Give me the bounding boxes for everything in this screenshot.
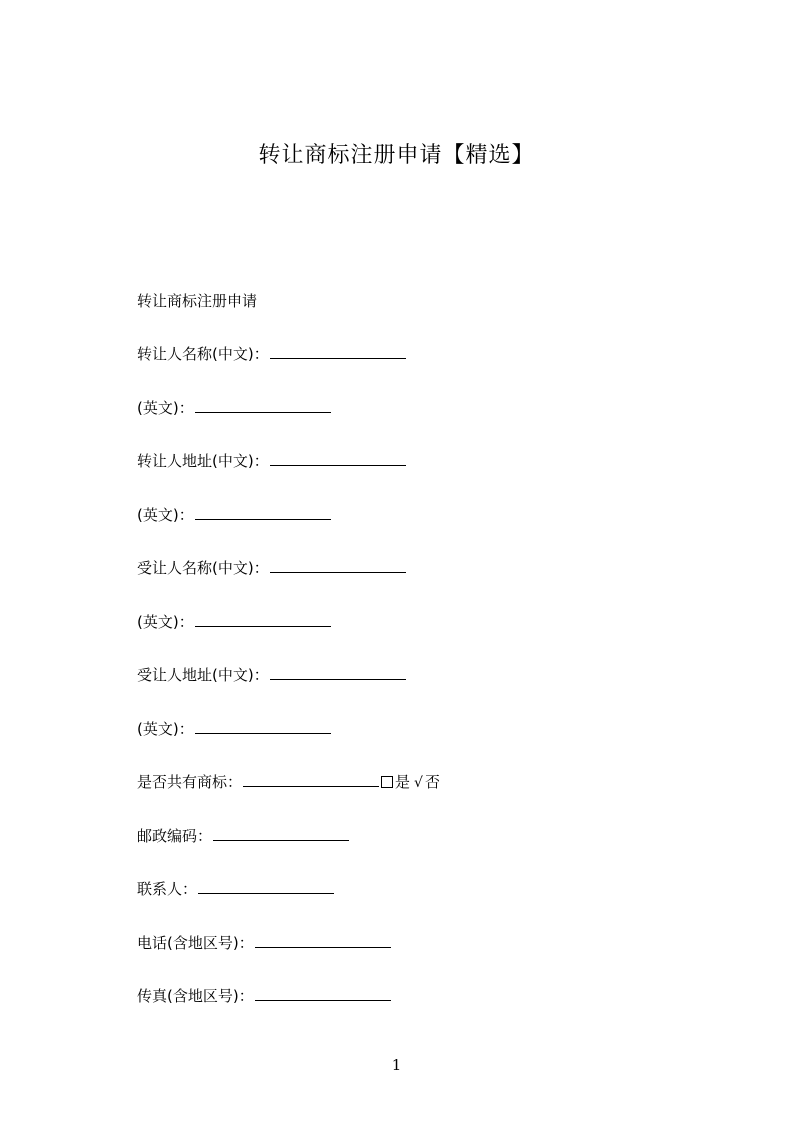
blank-line (270, 665, 406, 680)
field-label: 是否共有商标： (137, 773, 243, 791)
check-mark-icon: √ (414, 775, 423, 791)
blank-line (270, 344, 406, 359)
blank-line (198, 879, 334, 894)
field-label: 受让人名称(中文)： (137, 559, 269, 577)
form-row-transferor-address-cn (137, 450, 406, 472)
form-row-postal-code (137, 825, 349, 847)
option-no-label: 否 (424, 773, 440, 791)
page-number: 1 (391, 1056, 402, 1074)
option-yes-label: 是 (395, 773, 411, 791)
form-row-fax (137, 985, 391, 1007)
blank-line (195, 505, 331, 520)
section-heading-text: 转让商标注册申请 (137, 292, 258, 310)
field-label: 受让人地址(中文)： (137, 666, 269, 684)
field-label: 电话(含地区号)： (137, 934, 254, 952)
section-heading (137, 290, 257, 312)
document-title: 转让商标注册申请【精选】 (258, 143, 535, 168)
form-row-phone (137, 932, 391, 954)
field-label: 传真(含地区号)： (137, 987, 254, 1005)
blank-line (195, 612, 331, 627)
field-label: 转让人地址(中文)： (137, 452, 269, 470)
form-row-transferee-address-cn (137, 664, 406, 686)
field-label: 联系人： (137, 880, 198, 898)
form-row-transferee-address-en (137, 718, 331, 740)
blank-line (243, 772, 379, 787)
blank-line (195, 398, 331, 413)
field-label: (英文)： (137, 720, 194, 738)
form-row-shared-trademark (137, 771, 440, 794)
blank-line (195, 719, 331, 734)
field-label: (英文)： (137, 613, 194, 631)
form-row-transferor-address-en (137, 504, 331, 526)
yes-checkbox (381, 776, 393, 788)
blank-line (255, 986, 391, 1001)
form-row-transferee-name-en (137, 611, 331, 633)
field-label: 转让人名称(中文)： (137, 345, 269, 363)
form-row-transferor-name-cn (137, 343, 406, 365)
blank-line (213, 826, 349, 841)
blank-line (270, 451, 406, 466)
field-label: (英文)： (137, 506, 194, 524)
blank-line (270, 558, 406, 573)
field-label: (英文)： (137, 399, 194, 417)
field-label: 邮政编码： (137, 827, 213, 845)
form-row-contact-person (137, 878, 334, 900)
blank-line (255, 933, 391, 948)
form-row-transferee-name-cn (137, 557, 406, 579)
form-row-transferor-name-en (137, 397, 331, 419)
